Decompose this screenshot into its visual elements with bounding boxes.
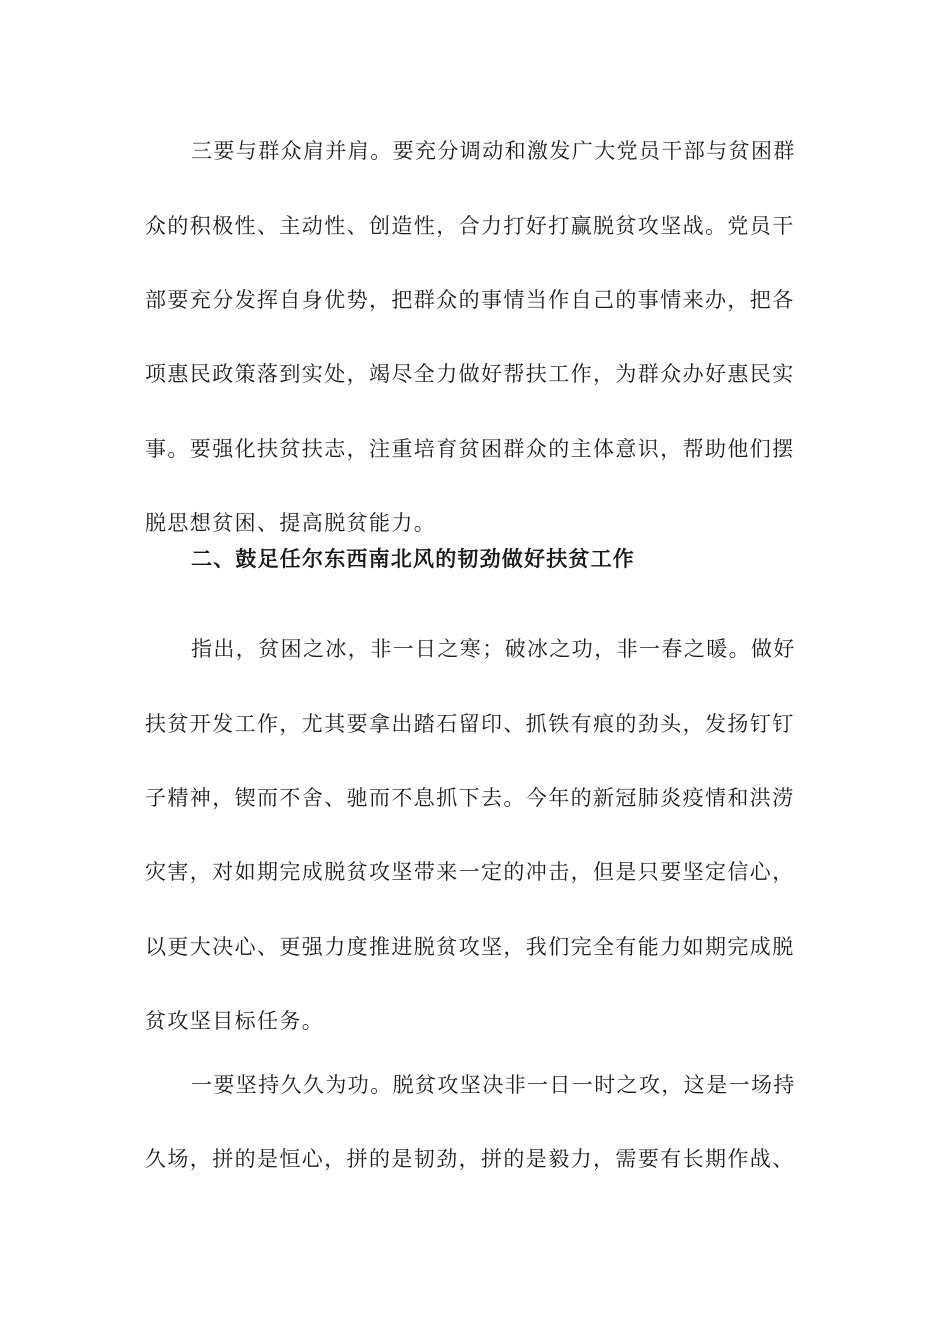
- paragraph-3-line: 久场，拼的是恒心，拼的是韧劲，拼的是毅力，需要有长期作战、: [145, 1147, 795, 1171]
- paragraph-2-line: 灾害，对如期完成脱贫攻坚带来一定的冲击，但是只要坚定信心，: [145, 860, 795, 884]
- paragraph-2-line: 指出，贫困之冰，非一日之寒；破冰之功，非一春之暖。做好: [191, 637, 796, 661]
- paragraph-3-line: 一要坚持久久为功。脱贫攻坚决非一日一时之攻，这是一场持: [191, 1073, 796, 1097]
- paragraph-2-line: 以更大决心、更强力度推进脱贫攻坚，我们完全有能力如期完成脱: [145, 935, 795, 959]
- paragraph-2-line: 扶贫开发工作，尤其要拿出踏石留印、抓铁有痕的劲头，发扬钉钉: [145, 712, 795, 736]
- paragraph-1-line: 众的积极性、主动性、创造性，合力打好打赢脱贫攻坚战。党员干: [145, 214, 795, 238]
- paragraph-1-line: 事。要强化扶贫扶志，注重培育贫困群众的主体意识，帮助他们摆: [145, 437, 795, 461]
- section-heading: 二、鼓足任尔东西南北风的韧劲做好扶贫工作: [191, 547, 635, 571]
- paragraph-1-line: 三要与群众肩并肩。要充分调动和激发广大党员干部与贫困群: [191, 139, 796, 163]
- paragraph-1-line: 脱思想贫困、提高脱贫能力。: [145, 511, 437, 535]
- paragraph-1-line: 部要充分发挥自身优势，把群众的事情当作自己的事情来办，把各: [145, 288, 795, 312]
- paragraph-2-line: 贫攻坚目标任务。: [145, 1009, 325, 1033]
- paragraph-1-line: 项惠民政策落到实处，竭尽全力做好帮扶工作，为群众办好惠民实: [145, 362, 795, 386]
- paragraph-2-line: 子精神，锲而不舍、驰而不息抓下去。今年的新冠肺炎疫情和洪涝: [145, 786, 795, 810]
